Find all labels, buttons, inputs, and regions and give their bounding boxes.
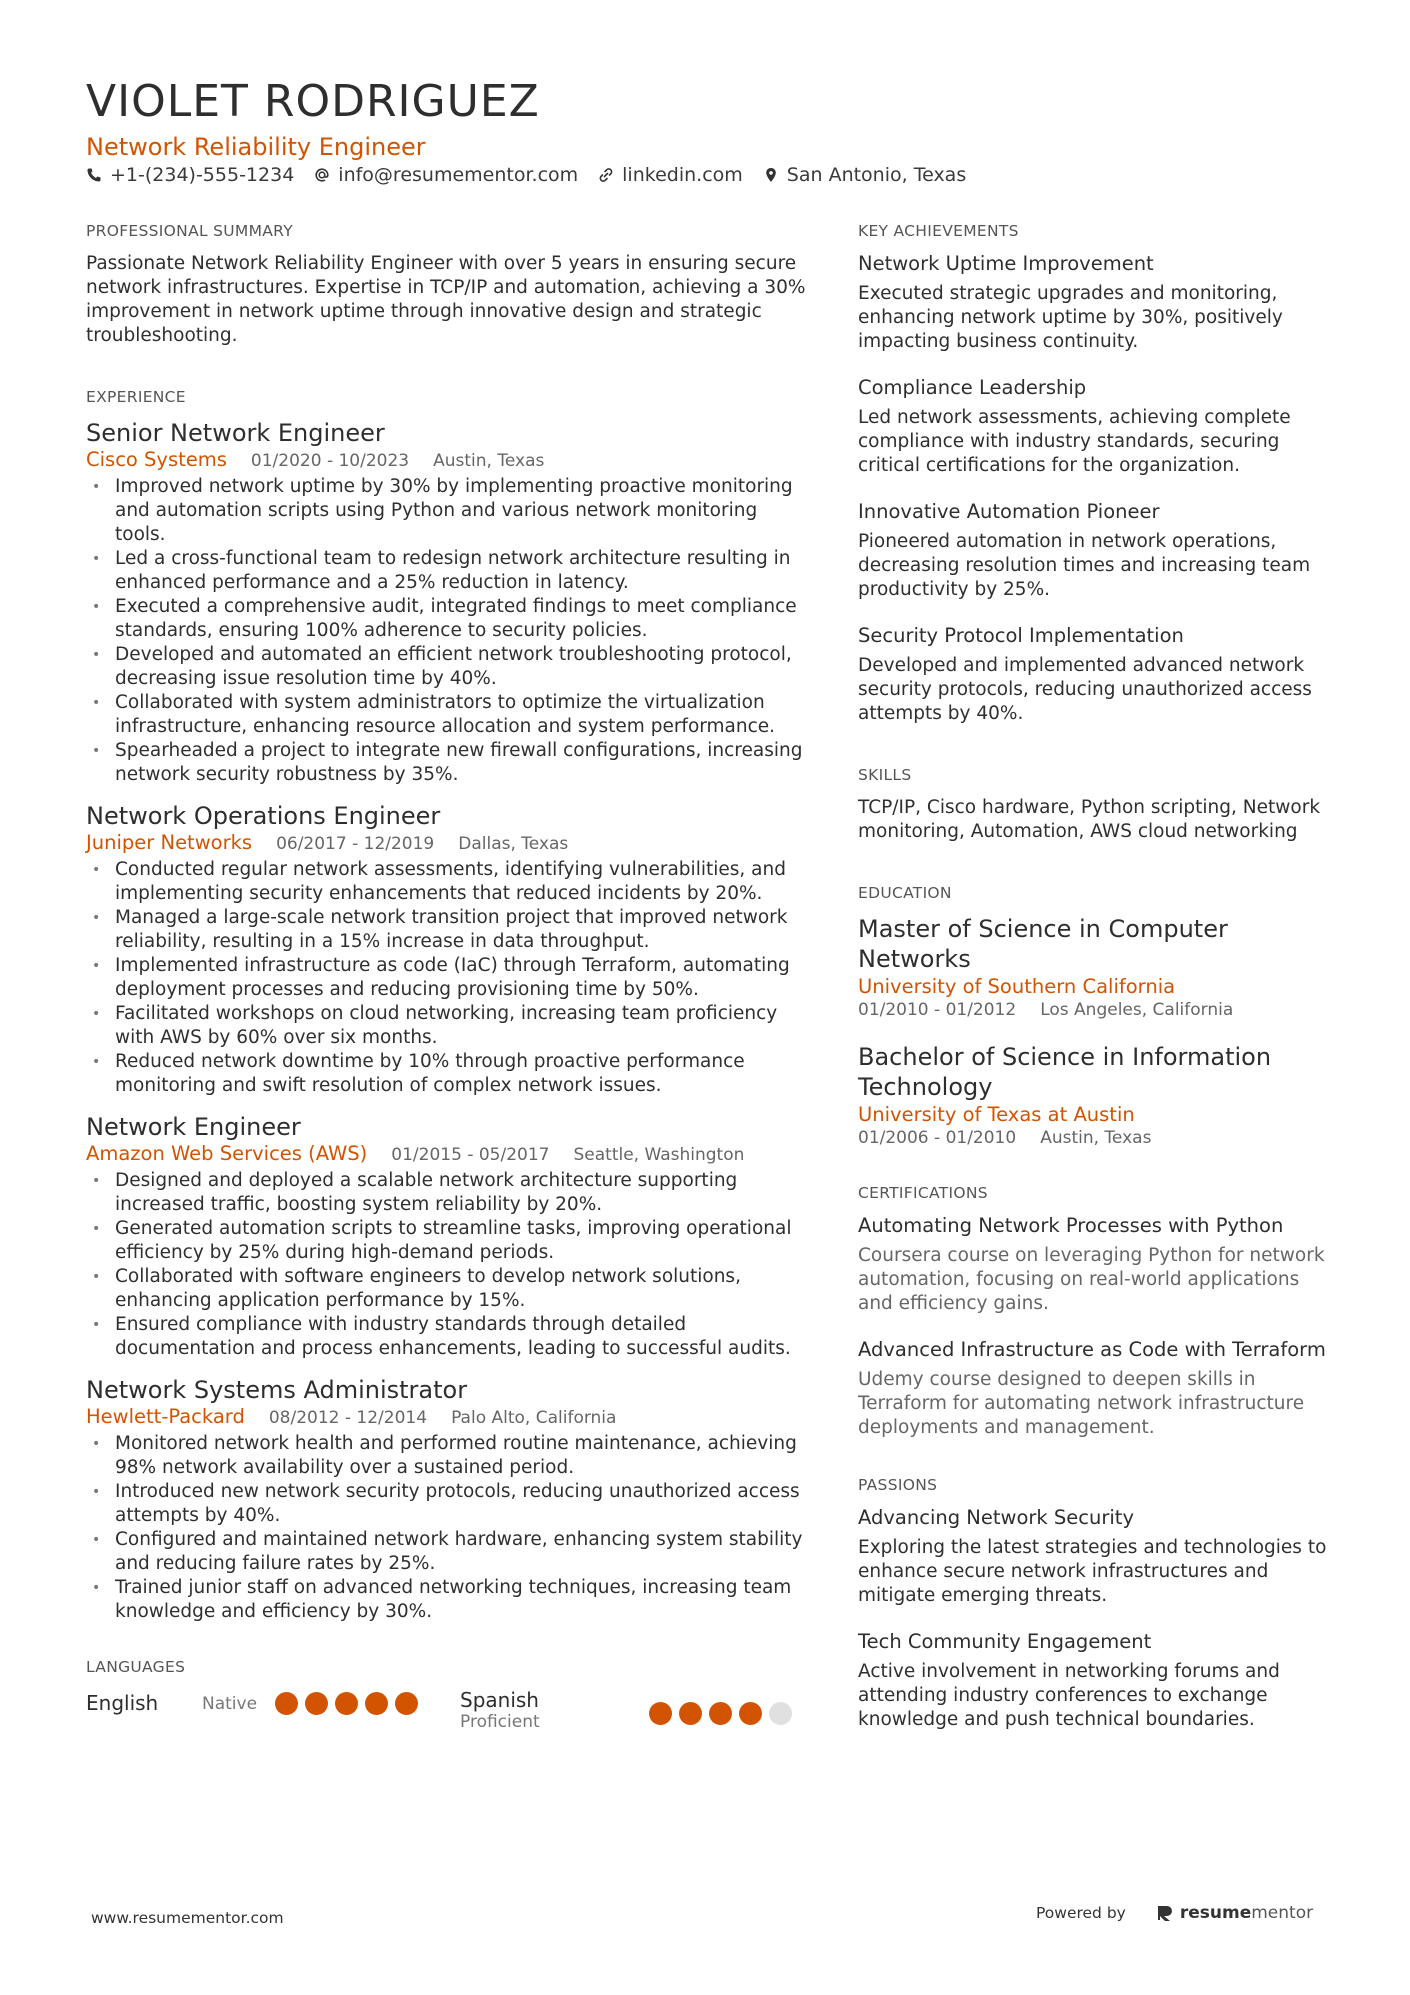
job-bullets: [86, 1432, 806, 1624]
achievements-heading: KEY ACHIEVEMENTS: [858, 222, 1019, 240]
school-name: University of Texas at Austin: [858, 1103, 1135, 1126]
certification-item-title: Advanced Infrastructure as Code with Terraform: [858, 1338, 1326, 1361]
rating-dot-filled: [709, 1702, 732, 1725]
link-icon: [598, 167, 614, 183]
candidate-role: Network Reliability Engineer: [86, 133, 426, 161]
achievement-item: [858, 624, 1338, 726]
rating-dot-filled: [335, 1692, 358, 1715]
contact-phone[interactable]: [86, 164, 294, 186]
bullet-item: • Led a cross-functional team to redesign network architecture resulting in enhanced performance and a 25% reduction in latency.: [86, 547, 806, 595]
job-dates: 08/2012 - 12/2014: [268, 1408, 428, 1428]
language-spanish: [460, 1688, 792, 1732]
location-text: San Antonio, Texas: [786, 164, 967, 186]
education-location: Austin, Texas: [1040, 1128, 1152, 1148]
education-dates: 01/2006 - 01/2010: [858, 1128, 1017, 1148]
achievement-item-description: Led network assessments, achieving complete compliance with industry standards, securing critical certifications for the organization.: [858, 407, 1291, 476]
job-location: Austin, Texas: [433, 451, 545, 471]
skills-text: TCP/IP, Cisco hardware, Python scripting, Network monitoring, Automation, AWS cloud networking: [858, 797, 1321, 842]
bullet-item: • Spearheaded a project to integrate new firewall configurations, increasing network security robustness by 35%.: [86, 739, 806, 787]
experience-item: [86, 1375, 806, 1624]
brand-logo[interactable]: [1156, 1903, 1313, 1923]
contact-linkedin[interactable]: [598, 164, 743, 186]
job-bullets: [86, 475, 806, 787]
languages-list: [86, 1688, 806, 1732]
job-dates: 01/2020 - 10/2023: [250, 451, 410, 471]
language-name: Spanish: [460, 1688, 539, 1712]
candidate-name: VIOLET RODRIGUEZ: [86, 76, 540, 127]
certification-item: [858, 1338, 1338, 1440]
passion-item: [858, 1630, 1338, 1732]
job-meta: [86, 1405, 806, 1428]
powered-by-label: Powered by: [1036, 1904, 1126, 1922]
job-bullets: [86, 1169, 806, 1361]
passion-item-title: Advancing Network Security: [858, 1506, 1134, 1529]
bullet-item: • Ensured compliance with industry standards through detailed documentation and process enhancements, leading to successful audits.: [86, 1313, 806, 1361]
location-pin-icon: [763, 167, 779, 183]
language-english: [86, 1688, 460, 1715]
bullet-item: • Collaborated with system administrators to optimize the virtualization infrastructure, enhancing resource allocation and system performance.: [86, 691, 806, 739]
bullet-item: • Collaborated with software engineers to develop network solutions, enhancing application performance by 15%.: [86, 1265, 806, 1313]
bullet-item: • Developed and automated an efficient network troubleshooting protocol, decreasing issue resolution time by 40%.: [86, 643, 806, 691]
bullet-item: • Executed a comprehensive audit, integrated findings to meet compliance standards, ensuring 100% adherence to security policies.: [86, 595, 806, 643]
passion-item-description: Active involvement in networking forums and attending industry conferences to exchange knowledge and push technical boundaries.: [858, 1661, 1280, 1730]
job-meta: [86, 448, 806, 471]
bullet-item: • Generated automation scripts to streamline tasks, improving operational efficiency by 25% during high-demand periods.: [86, 1217, 806, 1265]
language-level: Proficient: [460, 1712, 540, 1732]
job-title: Network Engineer: [86, 1113, 301, 1141]
achievement-item-description: Executed strategic upgrades and monitoring, enhancing network uptime by 30%, positively impacting business continuity.: [858, 283, 1283, 352]
rating-dot-filled: [739, 1702, 762, 1725]
bullet-item: • Monitored network health and performed routine maintenance, achieving 98% network availability over a sustained period.: [86, 1432, 806, 1480]
bullet-item: • Configured and maintained network hardware, enhancing system stability and reducing failure rates by 25%.: [86, 1528, 806, 1576]
skills-heading: SKILLS: [858, 766, 912, 784]
job-title: Network Operations Engineer: [86, 802, 441, 830]
achievement-item-title: Security Protocol Implementation: [858, 624, 1184, 647]
rating-dot-filled: [395, 1692, 418, 1715]
experience-item: [86, 801, 806, 1098]
rating-dot-filled: [649, 1702, 672, 1725]
job-bullets: [86, 858, 806, 1098]
achievement-item: [858, 376, 1338, 478]
achievement-item: [858, 500, 1338, 602]
phone-icon: [86, 167, 102, 183]
rating-dot-filled: [365, 1692, 388, 1715]
bullet-item: • Conducted regular network assessments, identifying vulnerabilities, and implementing security enhancements that reduced incidents by 20%.: [86, 858, 806, 906]
linkedin-text: linkedin.com: [622, 164, 743, 186]
achievement-item-title: Network Uptime Improvement: [858, 252, 1154, 275]
bullet-item: • Introduced new network security protocols, reducing unauthorized access attempts by 40%.: [86, 1480, 806, 1528]
summary-text: Passionate Network Reliability Engineer with over 5 years in ensuring secure network infrastructures. Expertise in TCP/IP and automation, achieving a 30% improvement in network uptime through innovative design and strategic troubleshooting.: [86, 253, 806, 346]
bullet-item: • Trained junior staff on advanced networking techniques, increasing team knowledge and efficiency by 30%.: [86, 1576, 806, 1624]
achievement-item-title: Innovative Automation Pioneer: [858, 500, 1160, 523]
bullet-item: • Designed and deployed a scalable network architecture supporting increased traffic, boosting system reliability by 20%.: [86, 1169, 806, 1217]
job-location: Seattle, Washington: [573, 1145, 745, 1165]
passion-item-title: Tech Community Engagement: [858, 1630, 1152, 1653]
degree-title: Master of Science in Computer Networks: [858, 915, 1228, 973]
brand-rest: mentor: [1251, 1903, 1314, 1923]
experience-list: [86, 418, 806, 1624]
company-name: Hewlett-Packard: [86, 1405, 245, 1428]
school-name: University of Southern California: [858, 975, 1176, 998]
achievement-item-title: Compliance Leadership: [858, 376, 1087, 399]
job-title: Network Systems Administrator: [86, 1376, 468, 1404]
company-name: Cisco Systems: [86, 448, 227, 471]
degree-title: Bachelor of Science in Information Technology: [858, 1043, 1272, 1101]
job-dates: 01/2015 - 05/2017: [391, 1145, 550, 1165]
bullet-item: • Improved network uptime by 30% by implementing proactive monitoring and automation scripts using Python and various network monitoring tools.: [86, 475, 806, 547]
experience-item: [86, 1112, 806, 1361]
at-icon: [314, 167, 330, 183]
left-column: [86, 222, 806, 1732]
footer-branding: [1036, 1903, 1313, 1923]
certification-item-description: Coursera course on leveraging Python for network automation, focusing on real-world applications and efficiency gains.: [858, 1245, 1325, 1314]
job-location: Palo Alto, California: [451, 1408, 617, 1428]
language-rating: [649, 1688, 792, 1725]
certification-item-description: Udemy course designed to deepen skills in Terraform for automating network infrastructure deployments and management.: [858, 1369, 1305, 1438]
rating-dot-filled: [679, 1702, 702, 1725]
certification-item-title: Automating Network Processes with Python: [858, 1214, 1284, 1237]
contact-email[interactable]: [314, 164, 578, 186]
contact-bar: [86, 164, 966, 186]
language-level: Native: [202, 1694, 258, 1714]
experience-heading: EXPERIENCE: [86, 388, 186, 406]
bullet-item: • Facilitated workshops on cloud networking, increasing team proficiency with AWS by 60% over six months.: [86, 1002, 806, 1050]
certifications-heading: CERTIFICATIONS: [858, 1184, 988, 1202]
footer-website[interactable]: www.resumementor.com: [91, 1909, 284, 1927]
rating-dot-empty: [769, 1702, 792, 1725]
education-meta: [858, 1000, 1338, 1020]
job-dates: 06/2017 - 12/2019: [276, 834, 435, 854]
education-item: [858, 1042, 1338, 1148]
bullet-item: • Managed a large-scale network transition project that improved network reliability, resulting in a 15% increase in data throughput.: [86, 906, 806, 954]
passion-item: [858, 1506, 1338, 1608]
achievement-item-description: Pioneered automation in network operations, decreasing resolution times and increasing team productivity by 25%.: [858, 531, 1311, 600]
rating-dot-filled: [305, 1692, 328, 1715]
rating-dot-filled: [275, 1692, 298, 1715]
contact-location: [763, 164, 966, 186]
job-title: Senior Network Engineer: [86, 419, 385, 447]
language-rating: [275, 1688, 418, 1715]
company-name: Amazon Web Services (AWS): [86, 1142, 368, 1165]
email-text: info@resumementor.com: [338, 164, 579, 186]
passion-item-description: Exploring the latest strategies and technologies to enhance secure network infrastructures and mitigate emerging threats.: [858, 1537, 1327, 1606]
job-location: Dallas, Texas: [458, 834, 569, 854]
education-location: Los Angeles, California: [1040, 1000, 1234, 1020]
education-dates: 01/2010 - 01/2012: [858, 1000, 1017, 1020]
experience-item: [86, 418, 806, 787]
passions-list: [858, 1506, 1338, 1732]
job-meta: [86, 1142, 806, 1165]
achievement-item-description: Developed and implemented advanced network security protocols, reducing unauthorized access attempts by 40%.: [858, 655, 1312, 724]
education-meta: [858, 1128, 1338, 1148]
education-list: [858, 914, 1338, 1148]
phone-text: +1-(234)-555-1234: [110, 164, 295, 186]
brand-bold: resume: [1179, 1903, 1252, 1923]
bullet-item: • Reduced network downtime by 10% through proactive performance monitoring and swift resolution of complex network issues.: [86, 1050, 806, 1098]
certification-item: [858, 1214, 1338, 1316]
job-meta: [86, 831, 806, 854]
achievement-item: [858, 252, 1338, 354]
achievements-list: [858, 252, 1338, 726]
language-name: English: [86, 1691, 159, 1715]
education-heading: EDUCATION: [858, 884, 952, 902]
summary-heading: PROFESSIONAL SUMMARY: [86, 222, 294, 240]
company-name: Juniper Networks: [86, 831, 253, 854]
passions-heading: PASSIONS: [858, 1476, 938, 1494]
right-column: [858, 222, 1338, 1754]
bullet-item: • Implemented infrastructure as code (IaC) through Terraform, automating deployment processes and reducing provisioning time by 50%.: [86, 954, 806, 1002]
resumementor-logo-icon: [1156, 1904, 1174, 1922]
languages-heading: LANGUAGES: [86, 1658, 186, 1676]
education-item: [858, 914, 1338, 1020]
certifications-list: [858, 1214, 1338, 1440]
